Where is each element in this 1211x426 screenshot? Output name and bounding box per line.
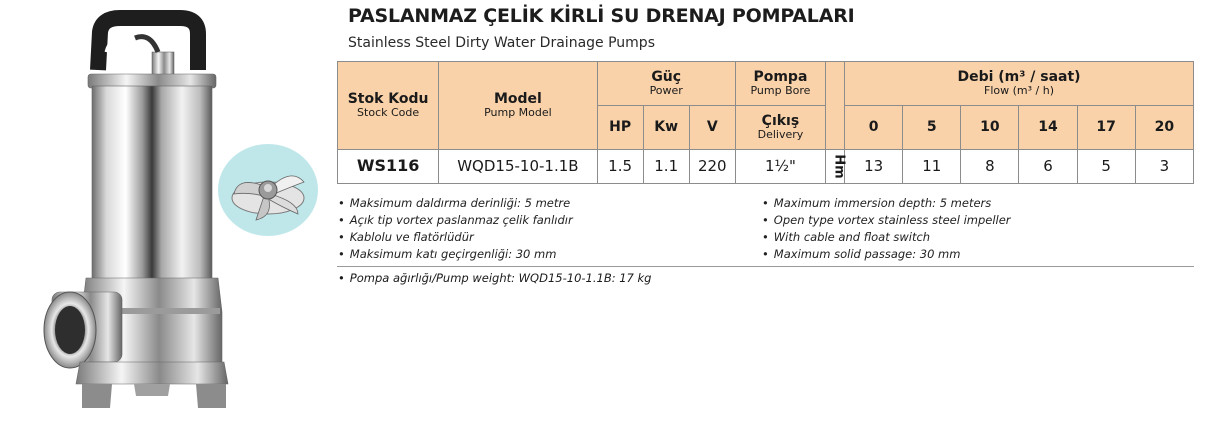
stock-code-cell: WS116	[338, 150, 439, 184]
stock-code-header: Stok Kodu Stock Code	[338, 62, 439, 150]
model-header: Model Pump Model	[439, 62, 597, 150]
impeller-image	[216, 143, 321, 238]
pump-header: Pompa Pump Bore	[735, 62, 825, 106]
list-item: • Kablolu ve flatörlüdür	[338, 229, 573, 246]
list-item: • Maximum immersion depth: 5 meters	[762, 195, 1011, 212]
flow-col-20: 20	[1135, 106, 1193, 150]
head-cell: 3	[1135, 150, 1193, 184]
v-cell: 220	[689, 150, 735, 184]
list-item: • Open type vortex stainless steel impeller	[762, 212, 1011, 229]
head-cell: 8	[961, 150, 1019, 184]
flow-col-0: 0	[845, 106, 903, 150]
weight-note: • Pompa ağırlığı/Pump weight: WQD15-10-1.1B: 17 kg	[338, 271, 652, 285]
head-cell: 6	[1019, 150, 1077, 184]
power-header: Güç Power	[597, 62, 735, 106]
head-cell: 13	[845, 150, 903, 184]
page-title: PASLANMAZ ÇELİK KİRLİ SU DRENAJ POMPALARI	[348, 5, 855, 27]
page-subtitle: Stainless Steel Dirty Water Drainage Pumps	[348, 35, 655, 51]
model-cell: WQD15-10-1.1B	[439, 150, 597, 184]
notes-turkish	[338, 195, 573, 263]
flow-col-5: 5	[903, 106, 961, 150]
head-cell: 11	[903, 150, 961, 184]
delivery-cell: 1½"	[735, 150, 825, 184]
hm-label: Hm	[826, 150, 845, 184]
flow-header: Debi (m³ / saat) Flow (m³ / h)	[845, 62, 1194, 106]
list-item: • Açık tip vortex paslanmaz çelik fanlıdır	[338, 212, 573, 229]
divider	[337, 266, 1194, 267]
table-header-row	[338, 62, 1194, 106]
hm-spacer	[826, 62, 845, 150]
notes-english	[762, 195, 1011, 263]
flow-col-14: 14	[1019, 106, 1077, 150]
list-item: • With cable and float switch	[762, 229, 1011, 246]
hp-cell: 1.5	[597, 150, 643, 184]
kw-cell: 1.1	[643, 150, 689, 184]
spec-table	[337, 61, 1194, 184]
head-cell: 5	[1077, 150, 1135, 184]
list-item: • Maksimum daldırma derinliği: 5 metre	[338, 195, 573, 212]
flow-col-17: 17	[1077, 106, 1135, 150]
flow-col-10: 10	[961, 106, 1019, 150]
hp-header: HP	[597, 106, 643, 150]
v-header: V	[689, 106, 735, 150]
list-item: • Maksimum katı geçirgenliği: 30 mm	[338, 246, 573, 263]
table-row	[338, 150, 1194, 184]
delivery-header: Çıkış Delivery	[735, 106, 825, 150]
list-item: • Maximum solid passage: 30 mm	[762, 246, 1011, 263]
kw-header: Kw	[643, 106, 689, 150]
